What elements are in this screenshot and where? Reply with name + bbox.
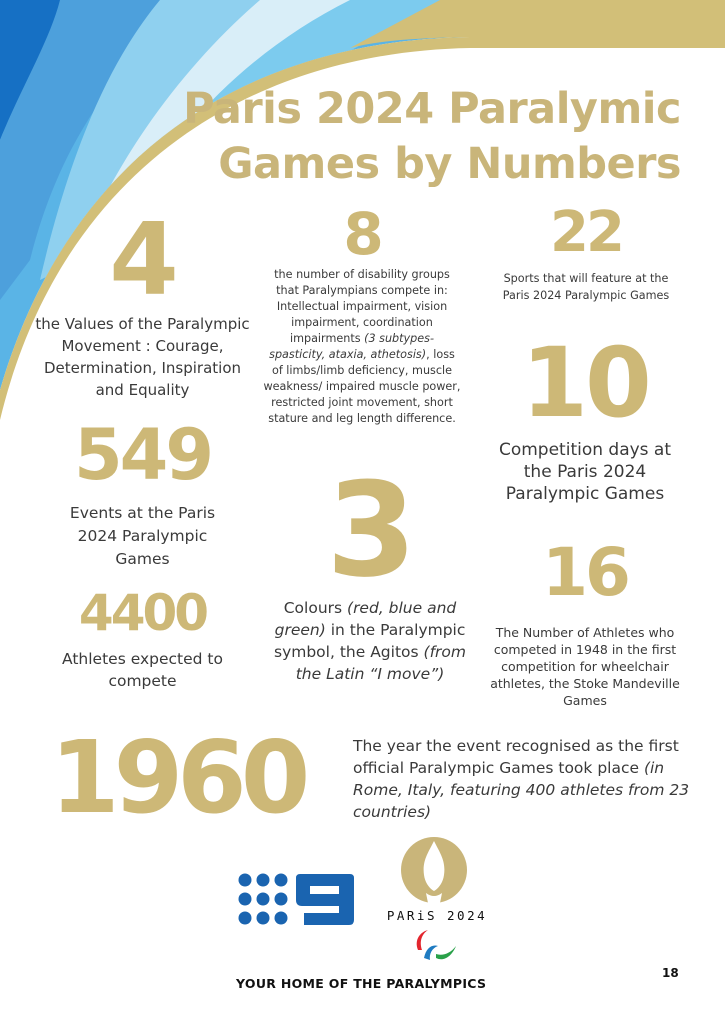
title-line-1: Paris 2024 Paralymic bbox=[183, 84, 681, 134]
stat-description: the Values of the Paralympic Movement : Courage, Determination, Inspiration and Equality bbox=[35, 315, 250, 399]
stat-number: 1960 bbox=[50, 719, 305, 836]
stat-number: 16 bbox=[542, 534, 628, 611]
agitos-icon bbox=[410, 928, 460, 964]
stat-sports bbox=[496, 200, 676, 304]
stat-description: Competition days at the Paris 2024 Paralympic Games bbox=[498, 440, 672, 504]
stat-number: 4400 bbox=[78, 584, 207, 642]
stat-values bbox=[30, 201, 255, 401]
stat-number: 3 bbox=[326, 454, 414, 606]
stat-description: Sports that will feature at the Paris 2024 Paralympic Games bbox=[502, 272, 670, 302]
desc-italic: (red, blue and green) bbox=[274, 599, 457, 639]
stat-disability-groups bbox=[262, 200, 462, 427]
paris2024-emblem bbox=[400, 835, 468, 905]
stat-stoke-mandeville bbox=[490, 534, 680, 709]
stat-number: 22 bbox=[550, 200, 622, 265]
stat-number: 4 bbox=[109, 201, 176, 318]
title-line-2: Games by Numbers bbox=[218, 139, 681, 189]
desc-part: , loss of limbs/limb deficiency, muscle weakness/ impaired muscle power, restricted joint movement, short stature and leg length difference. bbox=[263, 348, 461, 425]
stat-events bbox=[50, 414, 235, 571]
stat-description bbox=[262, 267, 462, 427]
stat-competition-days bbox=[490, 327, 680, 505]
stat-description bbox=[353, 735, 693, 823]
page-title bbox=[183, 82, 681, 192]
desc-part: The year the event recognised as the first official Paralympic Games took place bbox=[353, 737, 679, 777]
desc-italic: (3 subtypes- spasticity, ataxia, athetosis) bbox=[269, 332, 435, 361]
stat-athletes bbox=[45, 584, 240, 692]
stat-number: 549 bbox=[73, 414, 212, 496]
stat-colours bbox=[270, 454, 470, 685]
desc-part: in the Paralympic symbol, the Agitos bbox=[274, 621, 466, 661]
desc-part: the number of disability groups that Paralympians compete in: Intellectual impairment, vision impairment, coordination impairments bbox=[274, 268, 450, 345]
paris2024-wordmark: PARiS 2024 bbox=[386, 908, 488, 923]
footer-tagline: YOUR HOME OF THE PARALYMPICS bbox=[236, 976, 487, 991]
stat-number: 8 bbox=[343, 200, 381, 268]
page-number: 18 bbox=[662, 966, 679, 980]
stat-description: Events at the Paris 2024 Paralympic Games bbox=[69, 504, 216, 568]
desc-italic: (in Rome, Italy, featuring 400 athletes from 23 countries) bbox=[353, 759, 690, 821]
stat-number: 10 bbox=[521, 327, 649, 439]
desc-part: Colours bbox=[283, 599, 348, 617]
stat-description: The Number of Athletes who competed in 1948 in the first competition for wheelchair athletes, the Stoke Mandeville Games bbox=[490, 625, 680, 708]
stat-description bbox=[270, 597, 470, 685]
stat-first-games bbox=[353, 735, 693, 823]
stat-description: Athletes expected to compete bbox=[62, 650, 223, 690]
stat-first-games-number bbox=[50, 719, 350, 836]
channel9-logo bbox=[238, 872, 356, 928]
desc-italic: (from the Latin “I move”) bbox=[295, 643, 466, 683]
